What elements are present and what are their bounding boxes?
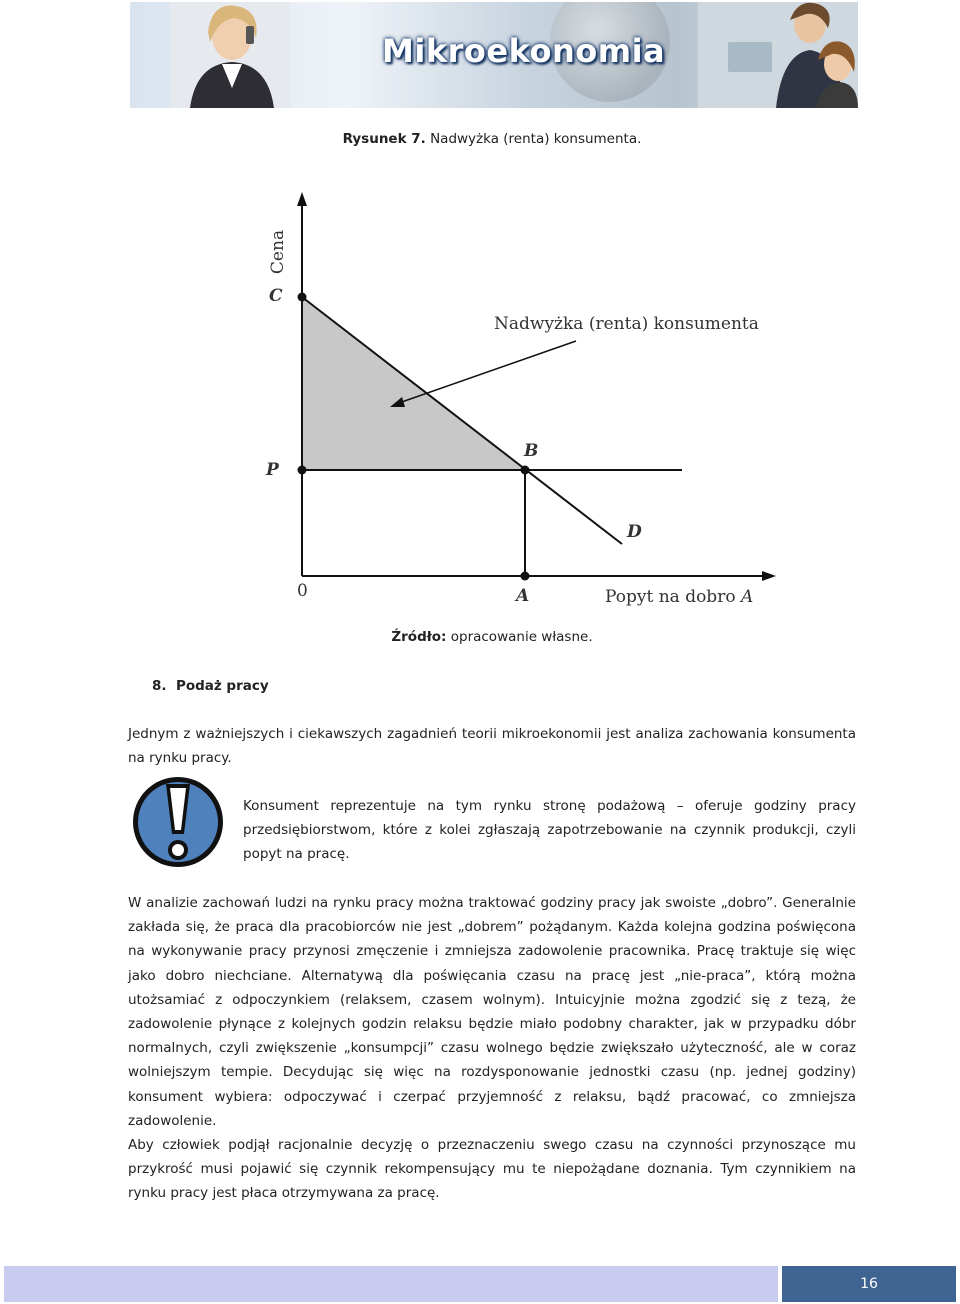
origin-label: 0: [297, 581, 308, 601]
point-b-marker: [521, 466, 530, 475]
point-c-marker: [298, 293, 307, 302]
figure-source: [0, 629, 960, 645]
paragraph-intro: Jednym z ważniejszych i ciekawszych zagadnień teorii mikroekonomii jest analiza zachowania konsumenta na rynku pracy.: [128, 726, 856, 767]
x-axis-arrow: [762, 571, 776, 581]
source-text: opracowanie własne.: [450, 629, 593, 645]
x-axis-label: [605, 587, 753, 607]
y-axis-arrow: [297, 192, 307, 206]
consumer-surplus-chart: [250, 180, 790, 620]
exclamation-circle-icon: [130, 774, 226, 870]
paragraph-callout: Konsument reprezentuje na tym rynku stronę podażową – oferuje godziny pracy przedsiębiorstwom, które z kolei zgłaszają zapotrzebowanie na czynnik produkcji, czyli popyt na pracę.: [243, 798, 856, 863]
businesswoman-photo: [170, 2, 290, 108]
figure-title: Nadwyżka (renta) konsumenta.: [430, 131, 642, 147]
y-axis-label: Cena: [268, 229, 288, 275]
point-a-label: A: [516, 586, 530, 606]
figure-label: Rysunek 7.: [342, 131, 426, 147]
point-d-label: D: [627, 522, 642, 542]
point-c-label: C: [269, 286, 283, 306]
paragraph-analysis: W analizie zachowań ludzi na rynku pracy można traktować godziny pracy jak swoiste „dobro”. Generalnie zakłada się, że praca dla pracobiorców nie jest „dobrem” pożądanym. Każda kolejna godzina poświęcona na wykonywanie pracy przynosi zmęczenie i zmniejsza zadowolenie pracownika. Pracę traktuje się więc jako dobro niechciane. Alternatywą dla poświęcania czasu na pracę jest „nie-praca”, którą można utożsamiać z odpoczynkiem (relaksem, czasem wolnym). Intuicyjnie można zgodzić się z tezą, że zadowolenie płynące z kolejnych godzin relaksu będzie miało podobny charakter, jak w przypadku dóbr normalnych, czyli zwiększenie „konsumpcji” czasu wolnego będzie zwiększało użyteczność, ale w coraz wolniejszym tempie. Decydując się więc na rozdysponowanie jednostki czasu (np. jednej godziny) konsument wybiera: odpoczywać i czerpać przyjemność z relaksu, bądź pracować, co zmniejsza zadowolenie.: [128, 895, 856, 1129]
paragraph-compensation: Aby człowiek podjął racjonalnie decyzję o przeznaczeniu swego czasu na czynności przynoszące mu przykrość musi pojawić się czynnik rekompensujący mu te niepożądane doznania. Tym czynnikiem na rynku pracy jest płaca otrzymywana za pracę.: [128, 1137, 856, 1202]
annotation-arrow: [396, 341, 576, 404]
source-label: Źródło:: [391, 629, 447, 645]
section-number: 8.: [152, 678, 167, 694]
chart-svg: [250, 180, 790, 620]
header-banner: [130, 2, 858, 108]
figure-caption: [0, 131, 960, 147]
point-p-marker: [298, 466, 307, 475]
section-title: Podaż pracy: [175, 678, 269, 694]
point-a-marker: [521, 572, 530, 581]
page-number: 16: [782, 1266, 956, 1302]
x-axis-label-italic: A: [740, 587, 754, 607]
annotation-label: Nadwyżka (renta) konsumenta: [494, 314, 759, 334]
footer-bar: [4, 1266, 778, 1302]
point-b-label: B: [524, 441, 539, 461]
banner-title: Mikroekonomia: [382, 32, 666, 70]
business-people-photo: [698, 2, 858, 108]
x-axis-label-main: Popyt na dobro: [605, 587, 741, 607]
point-p-label: P: [266, 460, 279, 480]
section-heading: [152, 678, 269, 694]
